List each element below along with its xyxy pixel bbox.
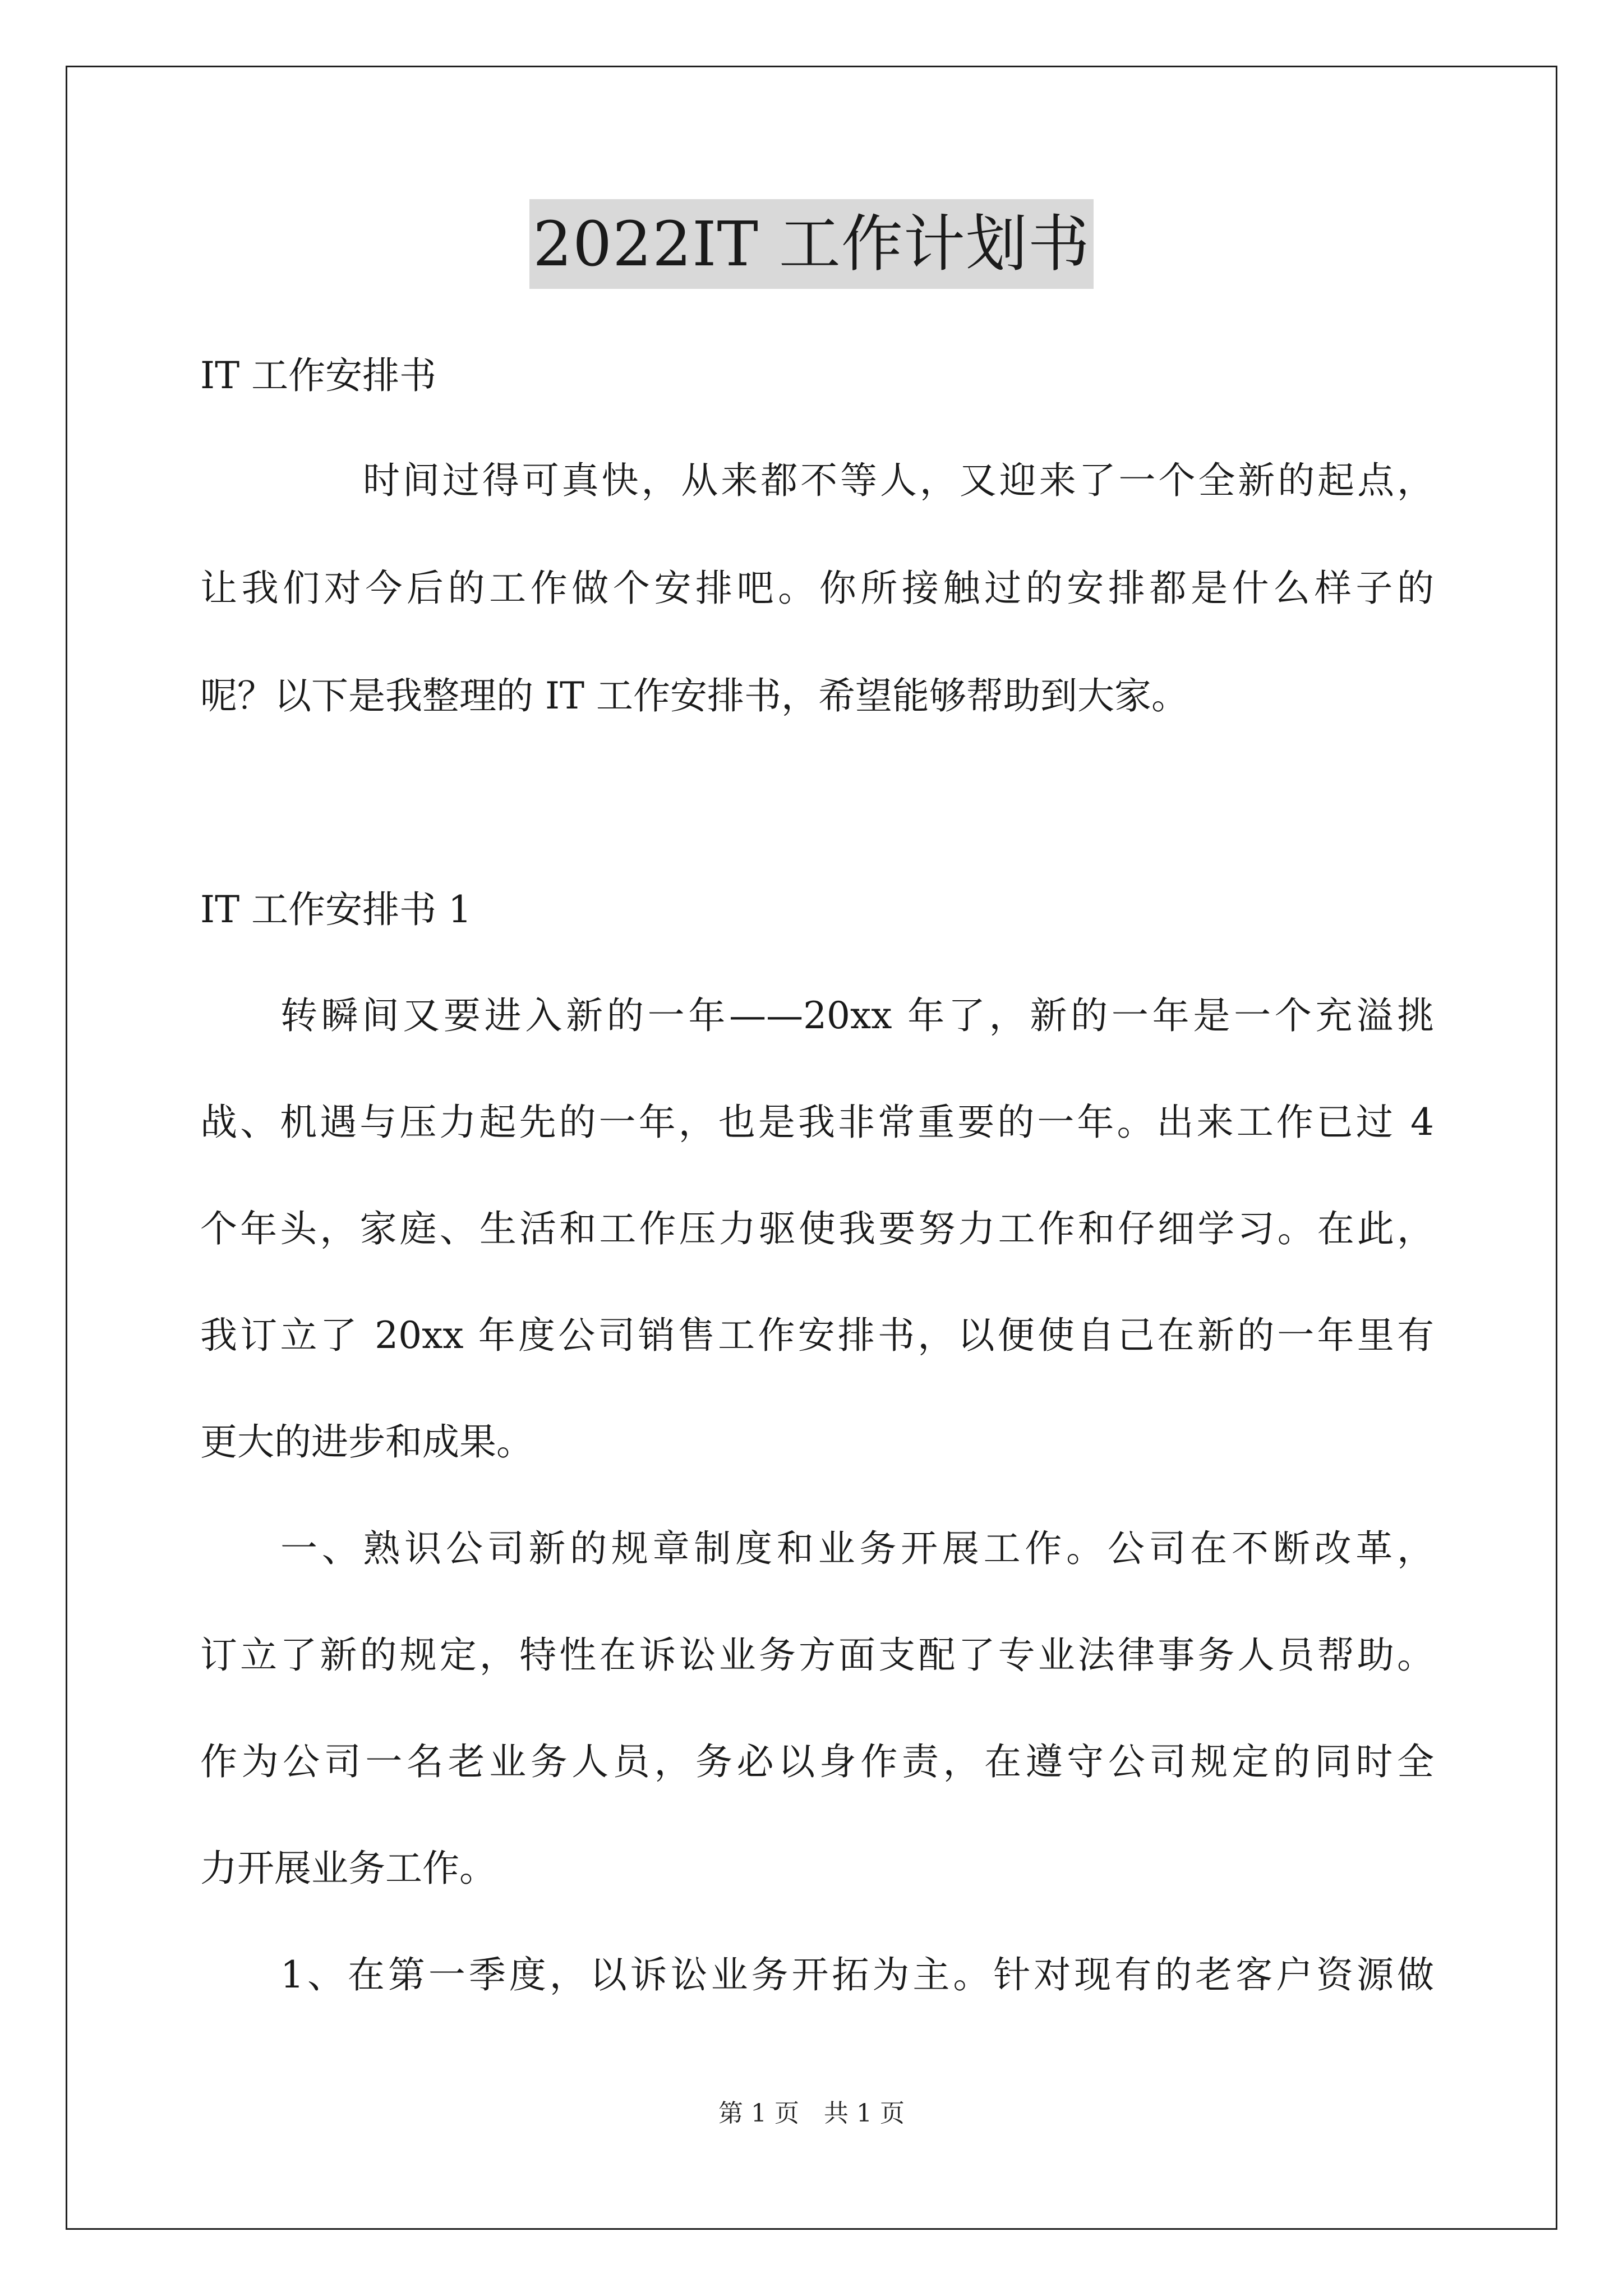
body-paragraph-line: 个年头，家庭、生活和工作压力驱使我要努力工作和仔细学习。在此， xyxy=(200,1207,1434,1250)
document-title: 2022IT 工作计划书 xyxy=(529,199,1094,289)
body-paragraph-line: 更大的进步和成果。 xyxy=(200,1420,533,1464)
body-paragraph-line: 转瞬间又要进入新的一年——20xx 年了，新的一年是一个充溢挑 xyxy=(280,994,1434,1037)
intro-paragraph-line: 时间过得可真快，从来都不等人，又迎来了一个全新的起点， xyxy=(363,459,1434,502)
section-heading: IT 工作安排书 xyxy=(200,354,437,397)
body-paragraph-line: 战、机遇与压力起先的一年，也是我非常重要的一年。出来工作已过 4 xyxy=(200,1101,1434,1144)
body-paragraph-line: 订立了新的规定，特性在诉讼业务方面支配了专业法律事务人员帮助。 xyxy=(200,1634,1434,1677)
body-paragraph-line: 一、熟识公司新的规章制度和业务开展工作。公司在不断改革， xyxy=(280,1527,1434,1570)
page-footer: 第 1 页 共 1 页 xyxy=(718,2099,905,2128)
body-paragraph-line: 我订立了 20xx 年度公司销售工作安排书，以便使自己在新的一年里有 xyxy=(200,1314,1434,1357)
title-container xyxy=(0,199,1623,289)
section-heading: IT 工作安排书 1 xyxy=(200,888,472,931)
body-paragraph-line: 作为公司一名老业务人员，务必以身作责，在遵守公司规定的同时全 xyxy=(200,1740,1434,1783)
intro-paragraph-line: 呢？以下是我整理的 IT 工作安排书，希望能够帮助到大家。 xyxy=(200,674,1189,717)
intro-paragraph-line: 让我们对今后的工作做个安排吧。你所接触过的安排都是什么样子的 xyxy=(200,567,1434,610)
body-paragraph-line: 1、在第一季度，以诉讼业务开拓为主。针对现有的老客户资源做 xyxy=(280,1953,1434,1996)
body-paragraph-line: 力开展业务工作。 xyxy=(200,1847,496,1890)
